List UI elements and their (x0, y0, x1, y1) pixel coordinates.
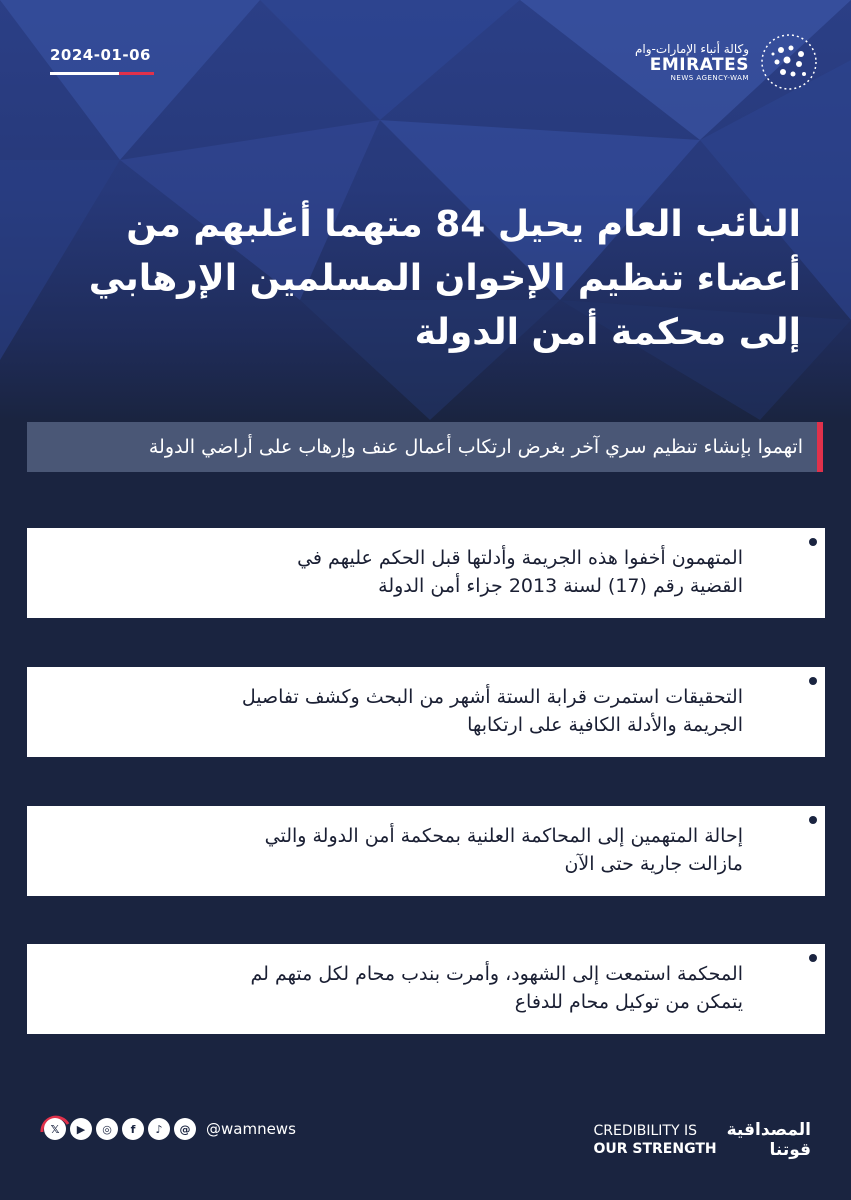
logo-english-sub: NEWS AGENCY-WAM (670, 73, 749, 82)
logo-english-name: EMIRATES (649, 54, 749, 75)
date-underline (50, 72, 154, 75)
threads-icon[interactable]: @ (174, 1118, 196, 1140)
logo-arabic-name: وكالة أنباء الإمارات-وام (634, 41, 749, 56)
social-bar (44, 1118, 296, 1140)
headline-line: أعضاء تنظيم الإخوان المسلمين الإرهابي (88, 258, 801, 299)
point-line: المتهمون أخفوا هذه الجريمة وأدلتها قبل الحكم عليهم في (297, 547, 743, 569)
x-icon[interactable]: 𝕏 (44, 1118, 66, 1140)
tiktok-icon[interactable]: ♪ (148, 1118, 170, 1140)
subheadline-text: اتهموا بإنشاء تنظيم سري آخر بغرض ارتكاب أعمال عنف وإرهاب على أراضي الدولة (148, 436, 803, 458)
bullet-icon (809, 538, 817, 546)
point-line: القضية رقم (17) لسنة 2013 جزاء أمن الدولة (378, 575, 743, 597)
tagline (593, 1120, 811, 1160)
point-line: المحكمة استمعت إلى الشهود، وأمرت بندب محام لكل متهم لم (250, 963, 743, 985)
point-card (27, 667, 825, 757)
tagline-ar-line2: قوتنا (769, 1140, 811, 1160)
bullet-icon (809, 677, 817, 685)
instagram-icon[interactable]: ◎ (96, 1118, 118, 1140)
subheadline-bar (27, 422, 823, 472)
headline-line: إلى محكمة أمن الدولة (414, 312, 801, 353)
headline-line: النائب العام يحيل 84 متهما أغلبهم من (126, 204, 801, 245)
social-handle[interactable]: @wamnews (206, 1120, 296, 1138)
point-card (27, 944, 825, 1034)
bullet-icon (809, 954, 817, 962)
date-label: 2024-01-06 (50, 46, 151, 64)
wam-logo (635, 32, 819, 92)
point-line: يتمكن من توكيل محام للدفاع (514, 991, 743, 1013)
point-card (27, 806, 825, 896)
globe-dots-icon (759, 32, 819, 92)
bullet-icon (809, 816, 817, 824)
facebook-icon[interactable]: f (122, 1118, 144, 1140)
youtube-icon[interactable]: ▶ (70, 1118, 92, 1140)
point-line: مازالت جارية حتى الآن (564, 853, 743, 875)
tagline-en-line2: OUR STRENGTH (593, 1141, 717, 1157)
point-line: التحقيقات استمرت قرابة الستة أشهر من البحث وكشف تفاصيل (241, 686, 743, 708)
headline (41, 198, 801, 360)
point-line: إحالة المتهمين إلى المحاكمة العلنية بمحكمة أمن الدولة والتي (264, 825, 743, 847)
tagline-en-line1: CREDIBILITY IS (593, 1123, 697, 1139)
point-card (27, 528, 825, 618)
tagline-ar-line1: المصداقية (726, 1120, 811, 1140)
point-line: الجريمة والأدلة الكافية على ارتكابها (467, 714, 743, 736)
